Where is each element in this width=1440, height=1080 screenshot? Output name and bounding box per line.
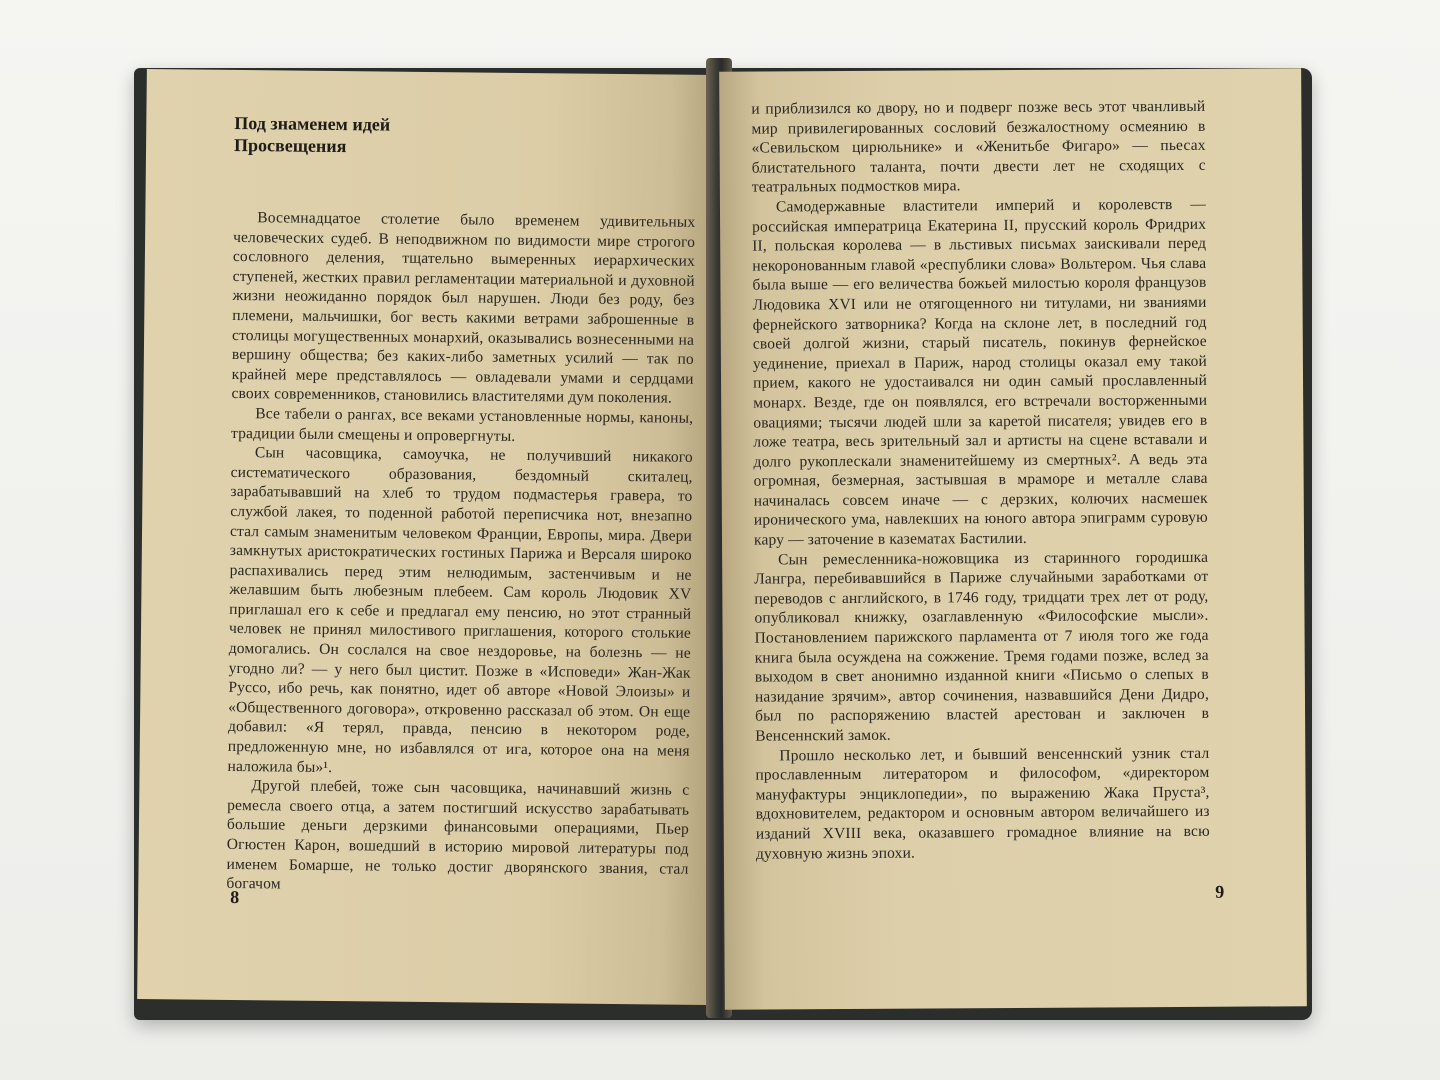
paragraph: Восемнадцатое столетие было временем удивительных человеческих судеб. В неподвижном по видимости мире строгого сословного деления, тщательно вымеренных иерархических ступеней, жестких правил регламентации материальной и духовной жизни неожиданно порядок был нарушен. Люди без роду, без племени, мальчишки, бог весть какими ветрами заброшенные в столицы могущественных монархий, оказывались вознесенными на вершину общества; без каких-либо заметных усилий — так по крайней мере представлялось — овладевали умами и сердцами своих современников, становились властителями дум поколения. [231, 209, 696, 407]
paragraph: Сын ремесленника-ножовщика из старинного городишка Лангра, перебивавшийся в Париже случайными заработками от переводов с английского, в 1746 году, тридцати трех лет от роду, опубликовал книжку, озаглавленную «Философские мысли». Постановлением парижского парламента от 7 июля того же года книга была осуждена на сожжение. Тремя годами позже, вслед за выходом в свет анонимно изданной книги «Письмо о слепых в назидание зрячим», автор сочинения, назвавшийся Дени Дидро, был по распоряжению властей арестован и заключен в Венсеннский замок. [754, 548, 1210, 745]
right-page-text [751, 97, 1210, 864]
chapter-title-line-2: Просвещения [233, 134, 347, 157]
paragraph: Прошло несколько лет, и бывший венсеннский узник стал прославленным литератором и философом, «директором мануфактуры энциклопедии», по выражению Жака Пруста³, вдохновителем, редактором и основным автором величайшего из изданий XVIII века, оказавшего громадное влияние на всю духовную жизнь эпохи. [755, 744, 1210, 863]
chapter-title [234, 112, 696, 161]
open-book [128, 50, 1312, 1020]
paragraph: Другой плебей, тоже сын часовщика, начинавший жизнь с ремесла своего отца, а затем постигший искусство зарабатывать большие деньги дерзкими финансовыми операциями, Пьер Огюстен Карон, вошедший в историю мировой литературы под именем Бомарше, не только достиг дворянского звания, стал богачом [226, 777, 690, 893]
paragraph: Самодержавные властители империй и королевств — российская императрица Екатерина II, прусский король Фридрих II, польская королева — в льстивых письмах заискивали перед некоронованным главой «республики слова» Вольтером. Чья слава была выше — его величества божьей милостью короля французов Людовика XVI или не отягощенного ни титулами, ни званиями фернейского затворника? Когда на склоне лет, в последний год своей долгой жизни, старый писатель, покинув фернейское уединение, приехал в Париж, народ столицы оказал ему такой прием, какого не удостаивался ни один самый прославленный монарх. Везде, где он появлялся, его встречали восторженными овациями; тысячи людей шли за каретой писателя; увидев его в ложе театра, весь зрительный зал и артисты на сцене вставали и долго рукоплескали знаменитейшему из смертных². А ведь эта огромная, безмерная, застывшая в мраморе и металле слава начиналась совсем иначе — с дерзких, колючих насмешек иронического ума, навлекших на юного автора эпиграмм суровую кару — заточение в казематах Бастилии. [752, 195, 1208, 549]
left-page-text [226, 208, 695, 899]
chapter-title-line-1: Под знаменем идей [234, 112, 391, 135]
paragraph: и приблизился ко двору, но и подверг позже весь этот чванливый мир привилегированных сословий безжалостному осмеянию в «Севильском цирюльнике» и «Женитьбе Фигаро» — пьесах блистательного таланта, почти двести лет не сходящих с театральных подмостков мира. [751, 97, 1206, 196]
paragraph: Все табели о рангах, все веками установленные нормы, каноны, традиции были смещены и опровергнуты. [230, 405, 694, 445]
right-page [719, 68, 1307, 1010]
page-number-left: 8 [230, 886, 240, 908]
page-number-right: 9 [1215, 881, 1225, 902]
left-page [137, 69, 717, 1005]
paragraph: Сын часовщика, самоучка, не получивший никакого систематического образования, бездомный скиталец, зарабатывавший на хлеб то трудом подмастерья гравера, то службой лакея, то поденной работой переписчика нот, внезапно стал самым знаменитым человеком Франции, Европы, мира. Двери замкнутых аристократических гостиных Парижа и Версаля широко распахивались перед этим нелюдимым, застенчивым и не желавшим быть любезным плебеем. Сам король Людовик XV приглашал его к себе и предлагал ему пенсию, но этот странный человек не принял милостивого приглашения, которого столькие домогались. Он сослался на свое нездоровье, на болезнь — не угодно ли? — у него был цистит. Позже в «Исповеди» Жан-Жак Руссо, ибо речь, как понятно, идет об авторе «Новой Элоизы» и «Общественного договора», откровенно рассказал об этом. Он еще добавил: «Я терял, правда, пенсию в некотором роде, предложенную мне, но избавлялся от ига, которое она на меня наложила бы»¹. [227, 444, 693, 776]
